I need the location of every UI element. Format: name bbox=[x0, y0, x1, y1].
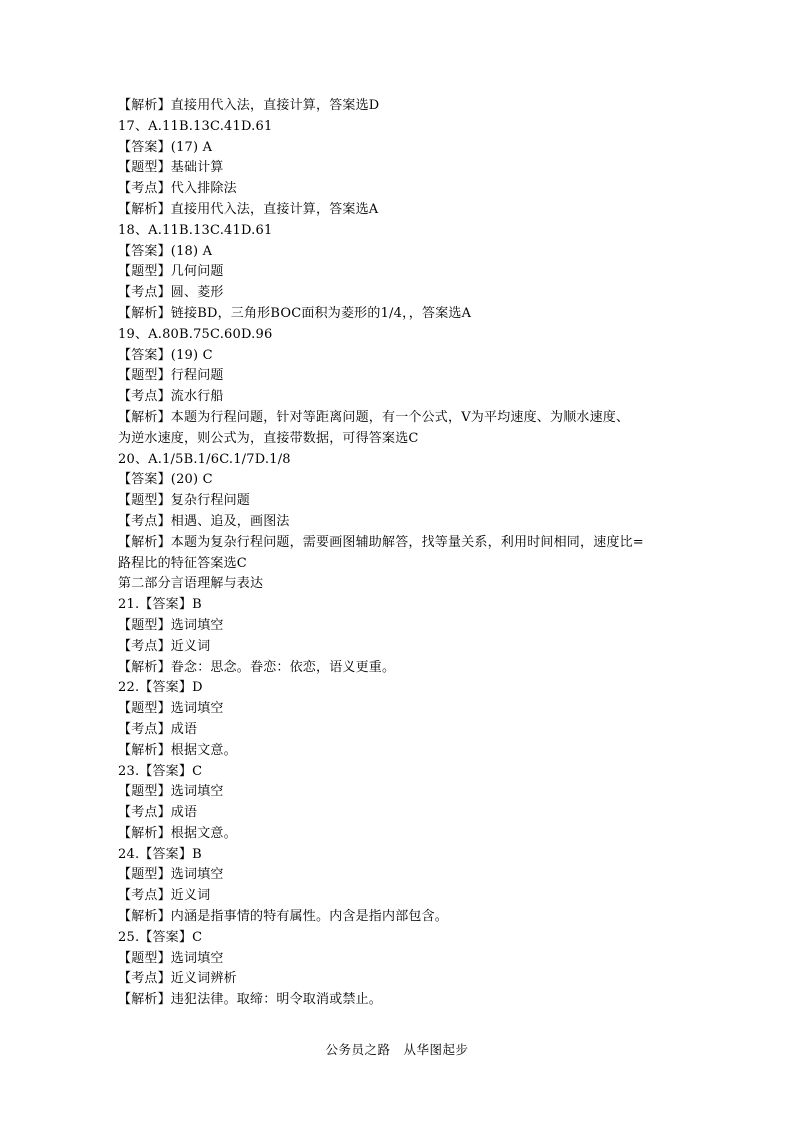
question-options: 17、A.11B.13C.41D.61 bbox=[118, 118, 273, 134]
key-point-line: 【考点】成语 bbox=[118, 721, 198, 737]
analysis-line: 【解析】根据文意。 bbox=[118, 825, 237, 841]
key-point-line: 【考点】代入排除法 bbox=[118, 181, 237, 197]
answer-line: 25.【答案】C bbox=[118, 929, 203, 945]
question-type-line: 【题型】复杂行程问题 bbox=[118, 493, 251, 509]
answer-line: 24.【答案】B bbox=[118, 846, 202, 862]
section-heading: 第二部分言语理解与表达 bbox=[118, 576, 264, 592]
question-options: 20、A.1/5B.1/6C.1/7D.1/8 bbox=[118, 451, 291, 467]
text-line: 【解析】直接用代入法，直接计算，答案选D bbox=[118, 98, 380, 113]
key-point-line: 【考点】近义词 bbox=[118, 638, 211, 654]
analysis-line: 【解析】违犯法律。取缔：明令取消或禁止。 bbox=[118, 992, 383, 1008]
key-point-line: 【考点】近义词辨析 bbox=[118, 971, 237, 987]
key-point-line: 【考点】流水行船 bbox=[118, 389, 224, 405]
question-options: 19、A.80B.75C.60D.96 bbox=[118, 326, 273, 342]
key-point-line: 【考点】相遇、追及，画图法 bbox=[118, 513, 290, 529]
question-type-line: 【题型】行程问题 bbox=[118, 368, 224, 384]
answer-line: 【答案】(20) C bbox=[118, 472, 213, 488]
question-type-line: 【题型】选词填空 bbox=[118, 950, 224, 966]
document-body bbox=[118, 96, 678, 1011]
analysis-line: 【解析】本题为行程问题，针对等距离问题，有一个公式，V为平均速度、为顺水速度、 bbox=[118, 409, 630, 425]
question-type-line: 【题型】选词填空 bbox=[118, 617, 224, 633]
question-options: 18、A.11B.13C.41D.61 bbox=[118, 222, 273, 238]
page-footer: 公务员之路 从华图起步 bbox=[325, 1042, 469, 1057]
question-type-line: 【题型】基础计算 bbox=[118, 160, 224, 176]
question-type-line: 【题型】选词填空 bbox=[118, 701, 224, 717]
answer-line: 【答案】(18) A bbox=[118, 243, 213, 259]
analysis-line: 【解析】眷念：思念。眷恋：依恋，语义更重。 bbox=[118, 659, 396, 675]
analysis-line: 【解析】链接BD，三角形BOC面积为菱形的1/4，，答案选A bbox=[118, 305, 472, 321]
analysis-line: 【解析】根据文意。 bbox=[118, 742, 237, 758]
analysis-line: 【解析】内涵是指事情的特有属性。内含是指内部包含。 bbox=[118, 909, 449, 925]
key-point-line: 【考点】近义词 bbox=[118, 888, 211, 904]
answer-line: 【答案】(19) C bbox=[118, 347, 213, 363]
answer-line: 22.【答案】D bbox=[118, 680, 203, 696]
question-type-line: 【题型】选词填空 bbox=[118, 867, 224, 883]
analysis-line: 【解析】直接用代入法，直接计算，答案选A bbox=[118, 201, 379, 217]
analysis-line: 【解析】本题为复杂行程问题，需要画图辅助解答，找等量关系，利用时间相同，速度比= bbox=[118, 534, 644, 550]
answer-line: 23.【答案】C bbox=[118, 763, 203, 779]
analysis-line-continued: 路程比的特征答案选C bbox=[118, 555, 247, 571]
answer-line: 【答案】(17) A bbox=[118, 139, 213, 155]
key-point-line: 【考点】成语 bbox=[118, 805, 198, 821]
analysis-line-continued: 为逆水速度，则公式为，直接带数据，可得答案选C bbox=[118, 430, 419, 446]
key-point-line: 【考点】圆、菱形 bbox=[118, 285, 224, 301]
question-type-line: 【题型】几何问题 bbox=[118, 264, 224, 280]
question-type-line: 【题型】选词填空 bbox=[118, 784, 224, 800]
answer-line: 21.【答案】B bbox=[118, 597, 202, 613]
